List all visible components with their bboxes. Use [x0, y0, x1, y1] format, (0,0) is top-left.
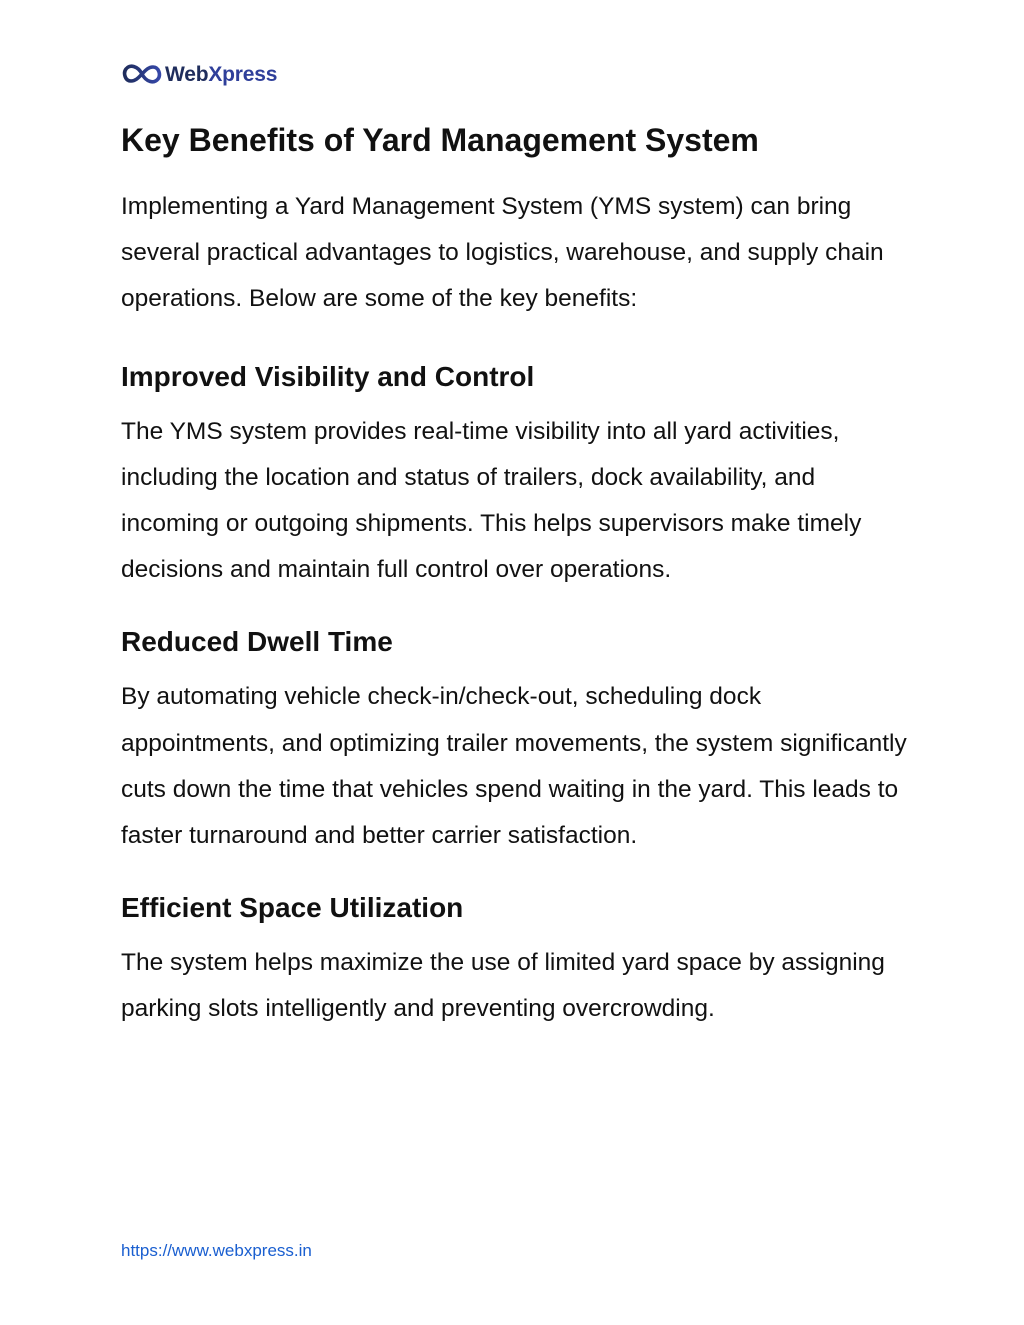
- brand-name-part2: Xpress: [208, 62, 278, 86]
- section-body-dwell-time: By automating vehicle check-in/check-out, scheduling dock appointments, and optimizing trailer movements, the system significantly cuts down the time that vehicles spend waiting in the yard. This leads to faster turnaround and better carrier satisfaction.: [121, 683, 907, 850]
- footer-website-link[interactable]: https://www.webxpress.in: [121, 1241, 312, 1260]
- page-title: Key Benefits of Yard Management System: [121, 122, 759, 158]
- brand-logo: [121, 58, 277, 90]
- section-body-visibility: The YMS system provides real-time visibility into all yard activities, including the location and status of trailers, dock availability, and incoming or outgoing shipments. This helps supervisors make timely decisions and maintain full control over operations.: [121, 417, 862, 584]
- brand-name: [165, 64, 277, 85]
- document-body: [121, 118, 911, 1033]
- infinity-icon: [121, 60, 163, 88]
- section-body-space-utilization: The system helps maximize the use of limited yard space by assigning parking slots intelligently and preventing overcrowding.: [121, 949, 885, 1023]
- brand-name-part1: Web: [165, 62, 209, 86]
- section-heading-visibility: Improved Visibility and Control: [121, 360, 535, 392]
- intro-paragraph: Implementing a Yard Management System (YMS system) can bring several practical advantages to logistics, warehouse, and supply chain operations. Below are some of the key benefits:: [121, 193, 884, 313]
- section-heading-dwell-time: Reduced Dwell Time: [121, 626, 393, 658]
- section-heading-space-utilization: Efficient Space Utilization: [121, 892, 464, 924]
